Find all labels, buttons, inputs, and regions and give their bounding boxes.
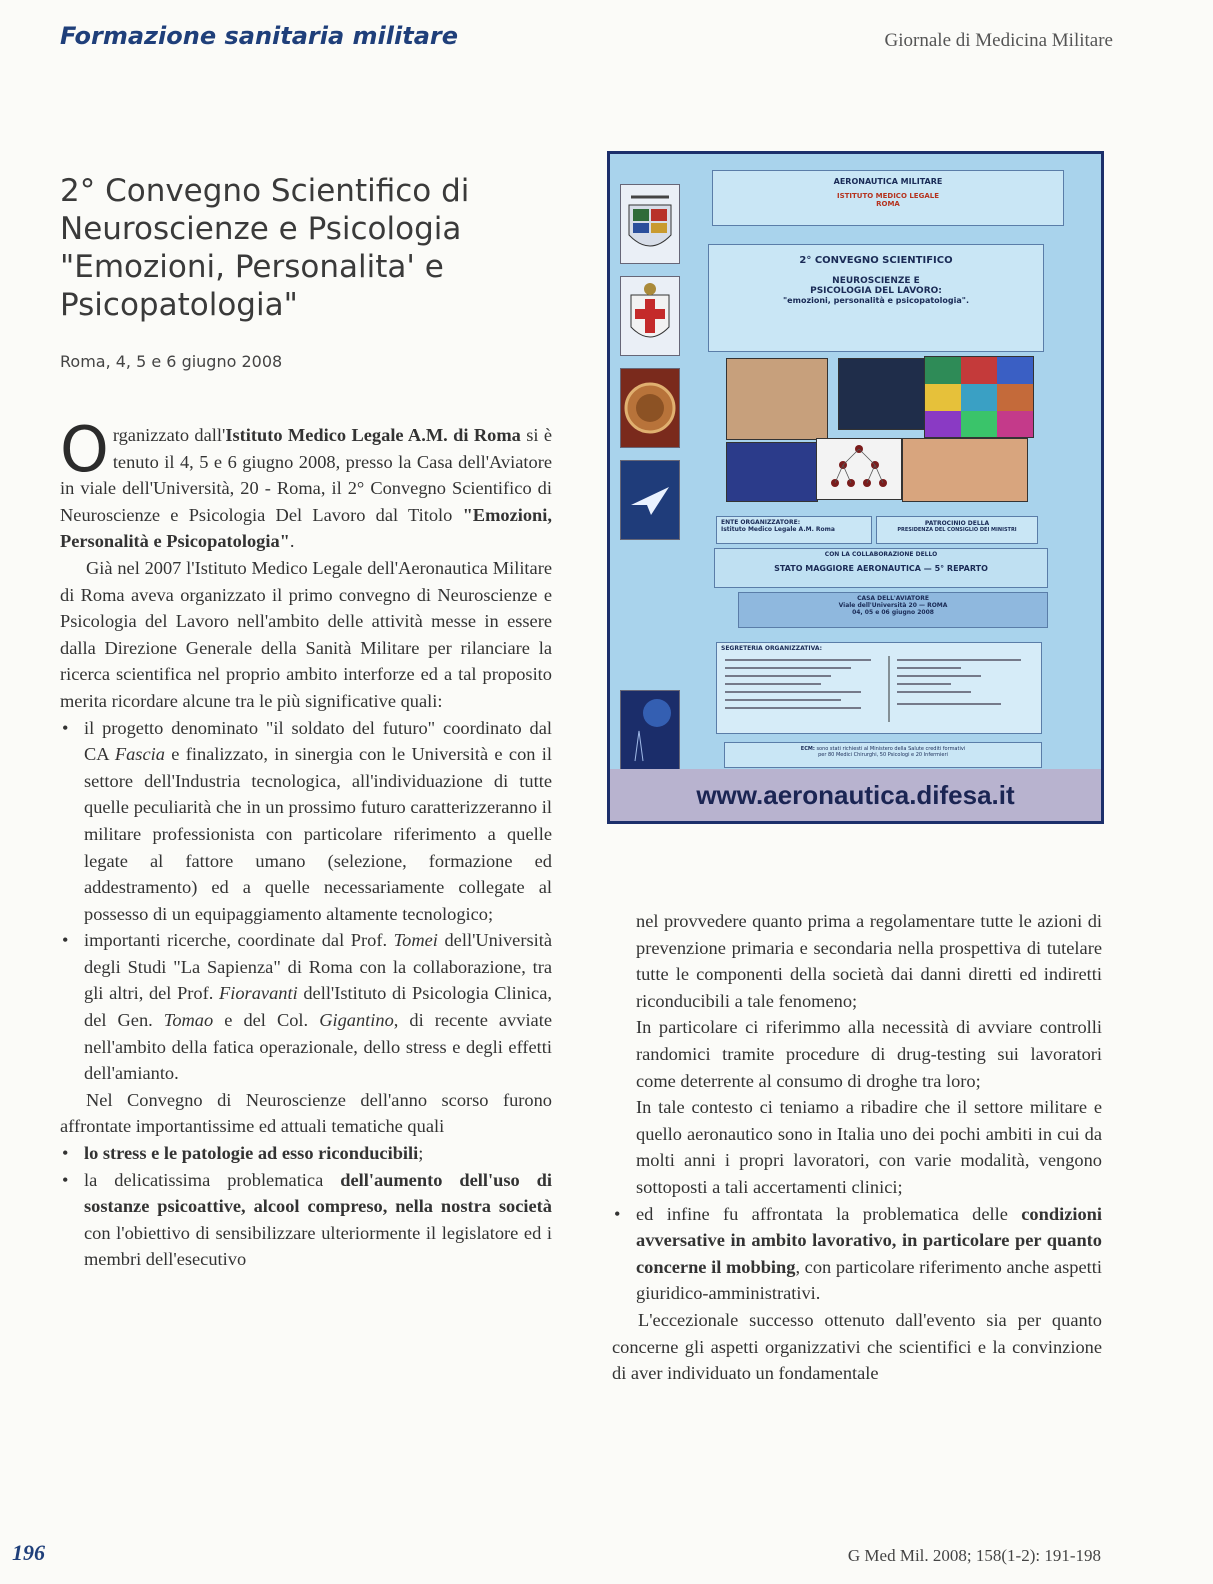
crest-icon	[620, 184, 680, 264]
title-line: Neuroscienze e Psicologia	[60, 211, 462, 247]
right-column	[612, 908, 1102, 1387]
section-heading: Formazione sanitaria militare	[60, 22, 459, 50]
paragraph: L'eccezionale successo ottenuto dall'evento sia per quanto concerne gli aspetti organizzativi che scientifici e la convinzione di aver individuato un fondamentale	[612, 1309, 1102, 1384]
poster-secretariat-box: SEGRETERIA ORGANIZZATIVA:	[716, 642, 1042, 734]
left-column	[60, 413, 553, 1273]
poster-photo-network	[816, 438, 902, 500]
poster-collab-box: CON LA COLLABORAZIONE DELLO STATO MAGGIORE AERONAUTICA — 5° REPARTO	[714, 548, 1048, 588]
poster-url: www.aeronautica.difesa.it	[610, 769, 1101, 821]
poster-ente-box: ENTE ORGANIZZATORE: Istituto Medico Legale A.M. Roma	[716, 516, 872, 544]
title-line: 2° Convegno Scientifico di	[60, 173, 470, 209]
journal-citation: G Med Mil. 2008; 158(1-2): 191-198	[847, 1546, 1101, 1565]
poster-organizer-box: AERONAUTICA MILITARE ISTITUTO MEDICO LEGALE ROMA	[712, 170, 1064, 226]
crest-red-cross-icon	[620, 276, 680, 356]
poster-ecm-box: ECM: sono stati richiesti al Ministero della Salute crediti formativi per 80 Medici Chirurghi, 50 Psicologi e 20 Infermieri	[724, 742, 1042, 768]
paragraph: Nel Convegno di Neuroscienze dell'anno scorso furono affrontate importantissime ed attuali tematiche quali	[60, 1089, 552, 1137]
page-number: 196	[12, 1540, 45, 1565]
bullet-list	[60, 715, 552, 1087]
paragraph: Già nel 2007 l'Istituto Medico Legale dell'Aeronautica Militare di Roma aveva organizzato il primo convegno di Neuroscienze e Psicologia del Lavoro nell'ambito delle attività messe in essere dalla Direzione Generale della Sanità Militare per rilanciare la ricerca scientifica nel proprio ambito interforze ed a tal proposito merita ricordare alcune tra le più significative quali:	[60, 557, 552, 711]
article-title	[60, 172, 530, 324]
paragraph: In particolare ci riferimmo alla necessità di avviare controlli randomici tramite procedure di drug-testing sui lavoratori come deterrente al consumo di droghe tra loro;	[636, 1017, 1102, 1091]
list-item: • ed infine fu affrontata la problematica delle condizioni avversative in ambito lavorativo, in particolare per quanto concerne il mobbing, con particolare riferimento anche aspetti giuridico-amministrativi.	[612, 1201, 1102, 1307]
drop-cap: O	[60, 413, 109, 486]
poster-photo-hands	[902, 438, 1028, 502]
poster-photo-skull	[726, 358, 828, 440]
article-subtitle: Roma, 4, 5 e 6 giugno 2008	[60, 352, 283, 371]
title-line: Psicopatologia"	[60, 287, 298, 323]
secretariat-contacts	[721, 652, 1037, 722]
paragraph-intro: Organizzato dall'Istituto Medico Legale A.M. di Roma si è tenuto il 4, 5 e 6 giugno 2008, presso la Casa dell'Aviatore in viale dell'Università, 20 - Roma, il 2° Convegno Scientifico di Neuroscienze e Psicologia Del Lavoro dal Titolo "Emozioni, Personalità e Psicopatologia".	[60, 413, 553, 552]
medal-icon	[620, 368, 680, 448]
poster-photo-brain-scan	[726, 442, 818, 502]
title-line: "Emozioni, Personalita' e	[60, 249, 444, 285]
list-item: • lo stress e le patologie ad esso riconducibili;	[60, 1140, 552, 1167]
poster-title-box: 2° CONVEGNO SCIENTIFICO NEUROSCIENZE E PSICOLOGIA DEL LAVORO: "emozioni, personalità e psicopatologia".	[708, 244, 1044, 352]
poster-venue-box: CASA DELL'AVIATORE Viale dell'Università 20 — ROMA 04, 05 e 06 giugno 2008	[738, 592, 1048, 628]
bullet-list	[60, 1140, 552, 1273]
space-image	[620, 690, 680, 772]
conference-poster	[607, 151, 1104, 824]
poster-photo-popart	[924, 356, 1034, 438]
paragraph: In tale contesto ci teniamo a ribadire che il settore militare e quello aeronautico sono in Italia uno dei pochi ambiti in cui da molti anni i propri lavoratori, con varie modalità, vengono sottoposti a tali accertamenti clinici;	[636, 1097, 1102, 1197]
list-item: • importanti ricerche, coordinate dal Prof. Tomei dell'Università degli Studi "La Sapienza" di Roma con la collaborazione, tra gli altri, del Prof. Fioravanti dell'Istituto di Psicologia Clinica, del Gen. Tomao e del Col. Gigantino, di recente avviate nell'ambito della fatica operazionale, dello stress e degli effetti dell'amianto.	[60, 927, 552, 1087]
journal-name: Giornale di Medicina Militare	[884, 30, 1113, 51]
poster-patrocinio-box: PATROCINIO DELLA PRESIDENZA DEL CONSIGLIO DEI MINISTRI	[876, 516, 1038, 544]
paragraph: nel provvedere quanto prima a regolamentare tutte le azioni di prevenzione primaria e secondaria nella prospettiva di tutelare tutte le componenti della società dai danni diretti ed indiretti riconducibili a tale fenomeno;	[636, 911, 1102, 1011]
bullet-list	[612, 1201, 1102, 1307]
list-item: • il progetto denominato "il soldato del futuro" coordinato dal CA Fascia e finalizzato, in sinergia con le Università e con il settore dell'Industria tecnologica, all'individuazione di tutte quelle peculiarità che in un prossimo futuro caratterizzeranno il militare professionista con particolare riferimento a quelle legate al fattore umano (selezione, formazione ed addestramento) ed a quelle necessariamente collegate al possesso di un equipaggiamento altamente tecnologico;	[60, 715, 552, 928]
poster-crest-strip	[620, 184, 683, 784]
list-item: • la delicatissima problematica dell'aumento dell'uso di sostanze psicoattive, alcool compreso, nella nostra società con l'obiettivo di sensibilizzare ulteriormente il legislatore ed i membri dell'esecutivo	[60, 1167, 552, 1273]
wing-emblem-icon	[620, 460, 680, 540]
